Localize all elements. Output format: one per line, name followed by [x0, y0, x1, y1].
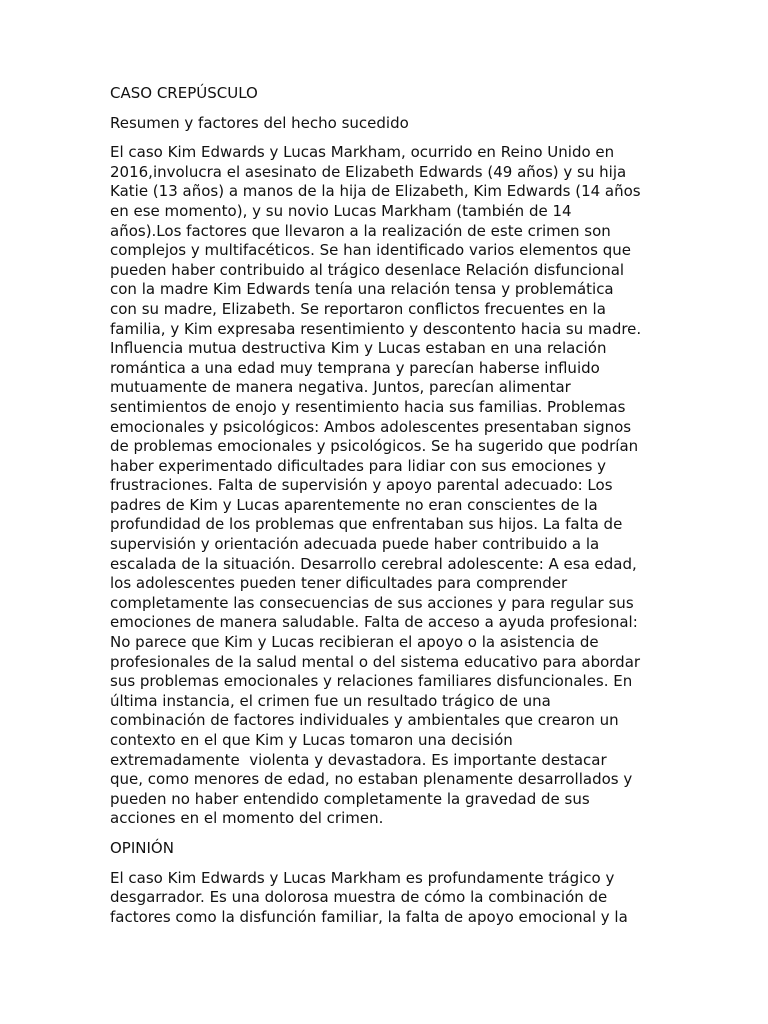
- opinion-paragraph: [110, 869, 662, 928]
- text-line: complejos y multifacéticos. Se han identificado varios elementos que: [110, 241, 631, 260]
- text-line: con la madre Kim Edwards tenía una relación tensa y problemática: [110, 280, 614, 299]
- text-line: pueden haber contribuido al trágico desenlace Relación disfuncional: [110, 260, 625, 279]
- text-line: romántica a una edad muy temprana y parecían haberse influido: [110, 358, 600, 377]
- text-line: emociones de manera saludable. Falta de acceso a ayuda profesional:: [110, 613, 638, 632]
- text-line: contexto en el que Kim y Lucas tomaron una decisión: [110, 731, 513, 749]
- text-line: última instancia, el crimen fue un resultado trágico de una: [110, 691, 551, 710]
- text-line: en ese momento), y su novio Lucas Markham (también de 14: [110, 201, 572, 220]
- text-line: combinación de factores individuales y ambientales que crearon un: [110, 711, 619, 730]
- text-line: Influencia mutua destructiva Kim y Lucas estaban en una relación: [110, 339, 607, 358]
- text-line: 2016,involucra el asesinato de Elizabeth Edwards (49 años) y su hija: [110, 162, 627, 181]
- text-line: acciones en el momento del crimen.: [110, 809, 384, 828]
- text-line: con su madre, Elizabeth. Se reportaron conflictos frecuentes en la: [110, 299, 606, 318]
- text-line: No parece que Kim y Lucas recibieran el apoyo o la asistencia de: [110, 633, 599, 652]
- text-line: El caso Kim Edwards y Lucas Markham, ocurrido en Reino Unido en: [110, 143, 615, 162]
- text-line: supervisión y orientación adecuada puede haber contribuido a la: [110, 535, 600, 554]
- text-line: sus problemas emocionales y relaciones familiares disfuncionales. En: [110, 672, 633, 691]
- text-line: pueden no haber entendido completamente la gravedad de sus: [110, 789, 590, 808]
- text-line: frustraciones. Falta de supervisión y apoyo parental adecuado: Los: [110, 476, 613, 495]
- section-heading-summary: Resumen y factores del hecho sucedido: [110, 113, 409, 132]
- text-line: mutuamente de manera negativa. Juntos, parecían alimentar: [110, 378, 571, 397]
- text-line: factores como la disfunción familiar, la falta de apoyo emocional y la: [110, 907, 628, 926]
- document-title: CASO CREPÚSCULO: [110, 84, 258, 102]
- text-line: El caso Kim Edwards y Lucas Markham es profundamente trágico y: [110, 868, 615, 887]
- text-line: Katie (13 años) a manos de la hija de Elizabeth, Kim Edwards (14 años: [110, 182, 641, 201]
- document-page: [110, 84, 662, 937]
- text-line: años).Los factores que llevaron a la realización de este crimen son: [110, 221, 611, 240]
- text-line: haber experimentado dificultades para lidiar con sus emociones y: [110, 456, 607, 475]
- text-line: extremadamente violenta y devastadora. Es importante destacar: [110, 750, 607, 769]
- text-line: de problemas emocionales y psicológicos. Se ha sugerido que podrían: [110, 437, 639, 456]
- text-line: padres de Kim y Lucas aparentemente no eran conscientes de la: [110, 495, 598, 514]
- text-line: profesionales de la salud mental o del sistema educativo para abordar: [110, 652, 641, 671]
- text-line: profundidad de los problemas que enfrentaban sus hijos. La falta de: [110, 515, 623, 534]
- summary-paragraph: [110, 143, 662, 829]
- text-line: completamente las consecuencias de sus acciones y para regular sus: [110, 593, 634, 612]
- text-line: que, como menores de edad, no estaban plenamente desarrollados y: [110, 770, 633, 789]
- text-line: escalada de la situación. Desarrollo cerebral adolescente: A esa edad,: [110, 554, 637, 573]
- text-line: emocionales y psicológicos: Ambos adolescentes presentaban signos: [110, 417, 632, 436]
- text-line: familia, y Kim expresaba resentimiento y descontento hacia su madre.: [110, 319, 642, 338]
- text-line: sentimientos de enojo y resentimiento hacia sus familias. Problemas: [110, 397, 626, 416]
- text-line: los adolescentes pueden tener dificultades para comprender: [110, 574, 568, 593]
- section-heading-opinion: OPINIÓN: [110, 838, 174, 857]
- text-line: desgarrador. Es una dolorosa muestra de cómo la combinación de: [110, 888, 608, 907]
